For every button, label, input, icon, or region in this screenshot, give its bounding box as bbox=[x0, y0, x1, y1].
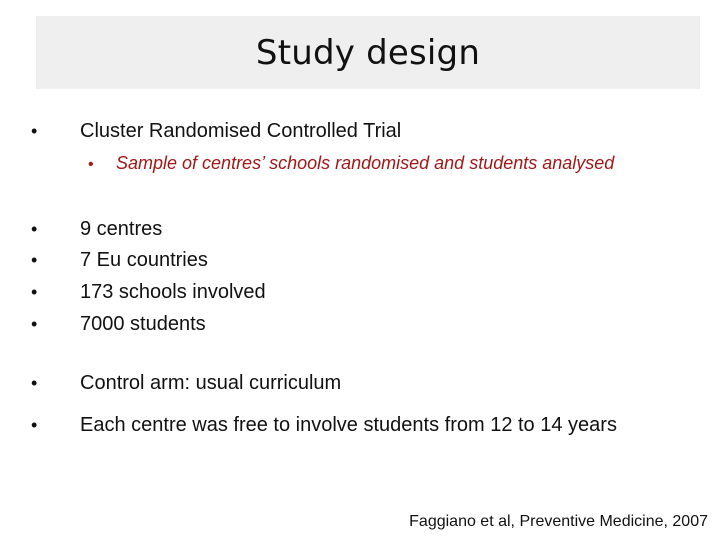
bullet-marker: • bbox=[31, 373, 38, 393]
bullet-marker: • bbox=[31, 314, 38, 334]
title-bar bbox=[36, 16, 700, 89]
citation: Faggiano et al, Preventive Medicine, 2007 bbox=[409, 513, 708, 530]
sub-bullet-marker: • bbox=[88, 156, 94, 173]
bullet-text: 173 schools involved bbox=[80, 281, 266, 303]
bullet-marker: • bbox=[31, 282, 38, 302]
bullet-marker: • bbox=[31, 121, 38, 141]
bullet-text: Each centre was free to involve students from 12 to 14 years bbox=[80, 414, 617, 436]
bullet-text: 7000 students bbox=[80, 313, 206, 335]
bullet-marker: • bbox=[31, 250, 38, 270]
bullet-marker: • bbox=[31, 415, 38, 435]
bullet-text: Control arm: usual curriculum bbox=[80, 372, 342, 394]
bullet-marker: • bbox=[31, 219, 38, 239]
bullet-text: 9 centres bbox=[80, 218, 163, 240]
sub-bullet-text: Sample of centres’ schools randomised and students analysed bbox=[116, 153, 615, 173]
bullet-text: 7 Eu countries bbox=[80, 249, 208, 271]
bullet-text: Cluster Randomised Controlled Trial bbox=[80, 120, 402, 142]
slide-title: Study design bbox=[255, 32, 481, 73]
